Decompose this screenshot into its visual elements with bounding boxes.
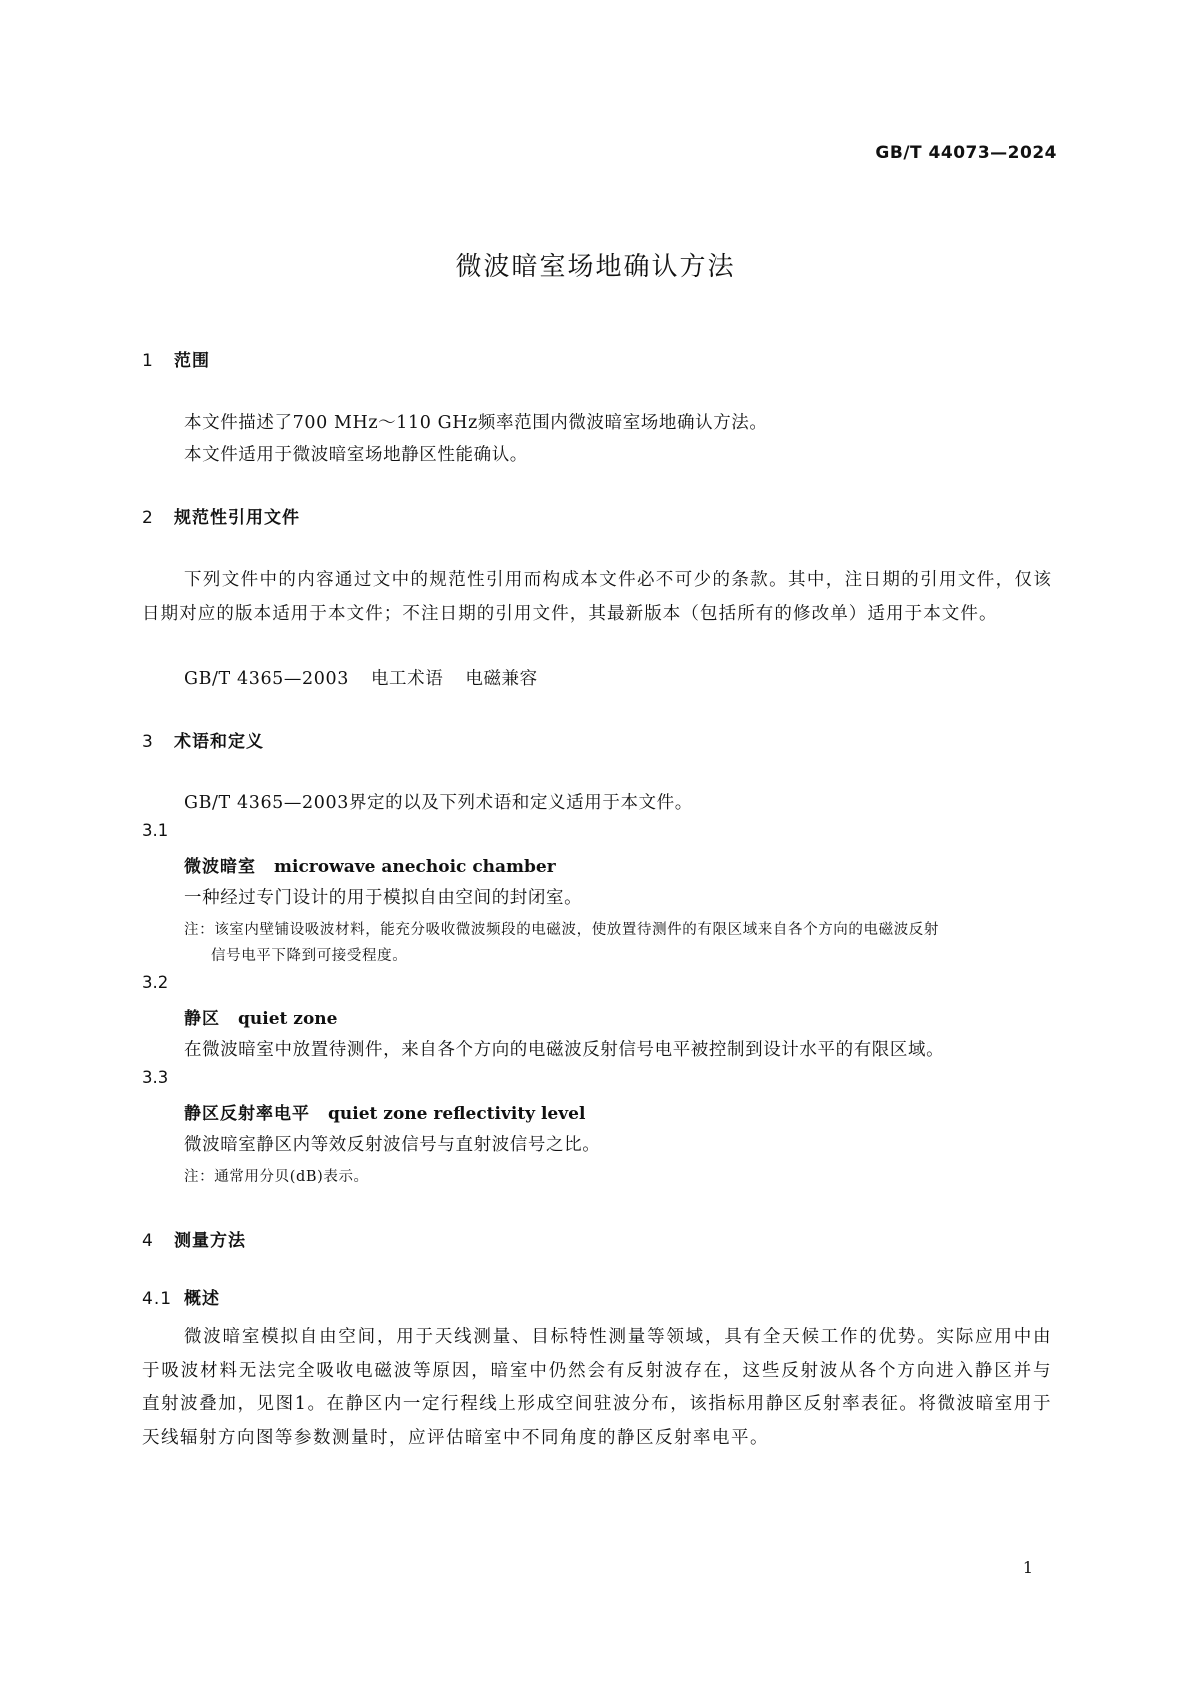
term-definition: 一种经过专门设计的用于模拟自由空间的封闭室。 [184,888,583,908]
scope-line-2: 本文件适用于微波暗室场地静区性能确认。 [184,445,528,465]
section-number: 1 [142,351,154,371]
section-title: 术语和定义 [174,732,264,752]
note-label: 注： [184,922,215,938]
terms-intro: GB/T 4365—2003界定的以及下列术语和定义适用于本文件。 [184,793,693,813]
page-number: 1 [1022,1558,1033,1577]
standard-number: GB/T 44073—2024 [875,143,1057,163]
term-number: 3.2 [142,973,169,992]
term-note [184,1165,369,1186]
overview-paragraph: 微波暗室模拟自由空间，用于天线测量、目标特性测量等领域，具有全天候工作的优势。实际应用中由于吸波材料无法完全吸收电磁波等原因，暗室中仍然会有反射波存在，这些反射波从各个方向进入静区并与直射波叠加，见图1。在静区内一定行程线上形成空间驻波分布，该指标用静区反射率表征。将微波暗室用于天线辐射方向图等参数测量时，应评估暗室中不同角度的静区反射率电平。 [142,1327,1052,1448]
reference-code: GB/T 4365—2003 [184,669,349,689]
term-number: 3.3 [142,1068,169,1087]
term-en: quiet zone reflectivity level [328,1104,586,1124]
note-text: 通常用分贝(dB)表示。 [214,1169,369,1185]
term-heading [184,852,556,877]
section-title: 测量方法 [174,1231,246,1251]
reference-entry [184,665,538,690]
reference-title-part-2: 电磁兼容 [465,669,538,689]
term-definition: 在微波暗室中放置待测件，来自各个方向的电磁波反射信号电平被控制到设计水平的有限区域。 [184,1040,945,1060]
term-en: microwave anechoic chamber [274,857,556,877]
reference-title-part-1: 电工术语 [370,669,444,689]
note-text: 该室内壁铺设吸波材料，能充分吸收微波频段的电磁波，使放置待测件的有限区域来自各个方向的电磁波反射 [214,922,939,938]
term-en: quiet zone [238,1009,338,1029]
section-3-heading [142,727,264,752]
term-zh: 微波暗室 [184,857,256,877]
term-note [184,918,939,939]
section-4-heading [142,1226,246,1251]
term-number: 3.1 [142,821,169,840]
term-zh: 静区 [184,1009,220,1029]
scope-line-1: 本文件描述了700 MHz～110 GHz频率范围内微波暗室场地确认方法。 [184,413,768,433]
term-note-continuation: 信号电平下降到可接受程度。 [211,948,408,964]
section-number: 4 [142,1231,154,1251]
document-title: 微波暗室场地确认方法 [455,252,736,282]
section-number: 3 [142,732,154,752]
subsection-title: 概述 [184,1289,220,1309]
note-label: 注： [184,1169,215,1185]
term-heading [184,1004,337,1029]
term-definition: 微波暗室静区内等效反射波信号与直射波信号之比。 [184,1135,601,1155]
section-1-heading [142,346,210,371]
term-zh: 静区反射率电平 [184,1104,310,1124]
section-title: 范围 [174,351,210,371]
section-number: 2 [142,508,154,528]
section-2-heading [142,503,300,528]
term-heading [184,1099,585,1124]
subsection-4-1-heading [142,1284,220,1309]
normative-references-paragraph: 下列文件中的内容通过文中的规范性引用而构成本文件必不可少的条款。其中，注日期的引用文件，仅该日期对应的版本适用于本文件；不注日期的引用文件，其最新版本（包括所有的修改单）适用于本文件。 [142,570,1052,624]
section-title: 规范性引用文件 [174,508,300,528]
subsection-number: 4.1 [142,1289,173,1309]
